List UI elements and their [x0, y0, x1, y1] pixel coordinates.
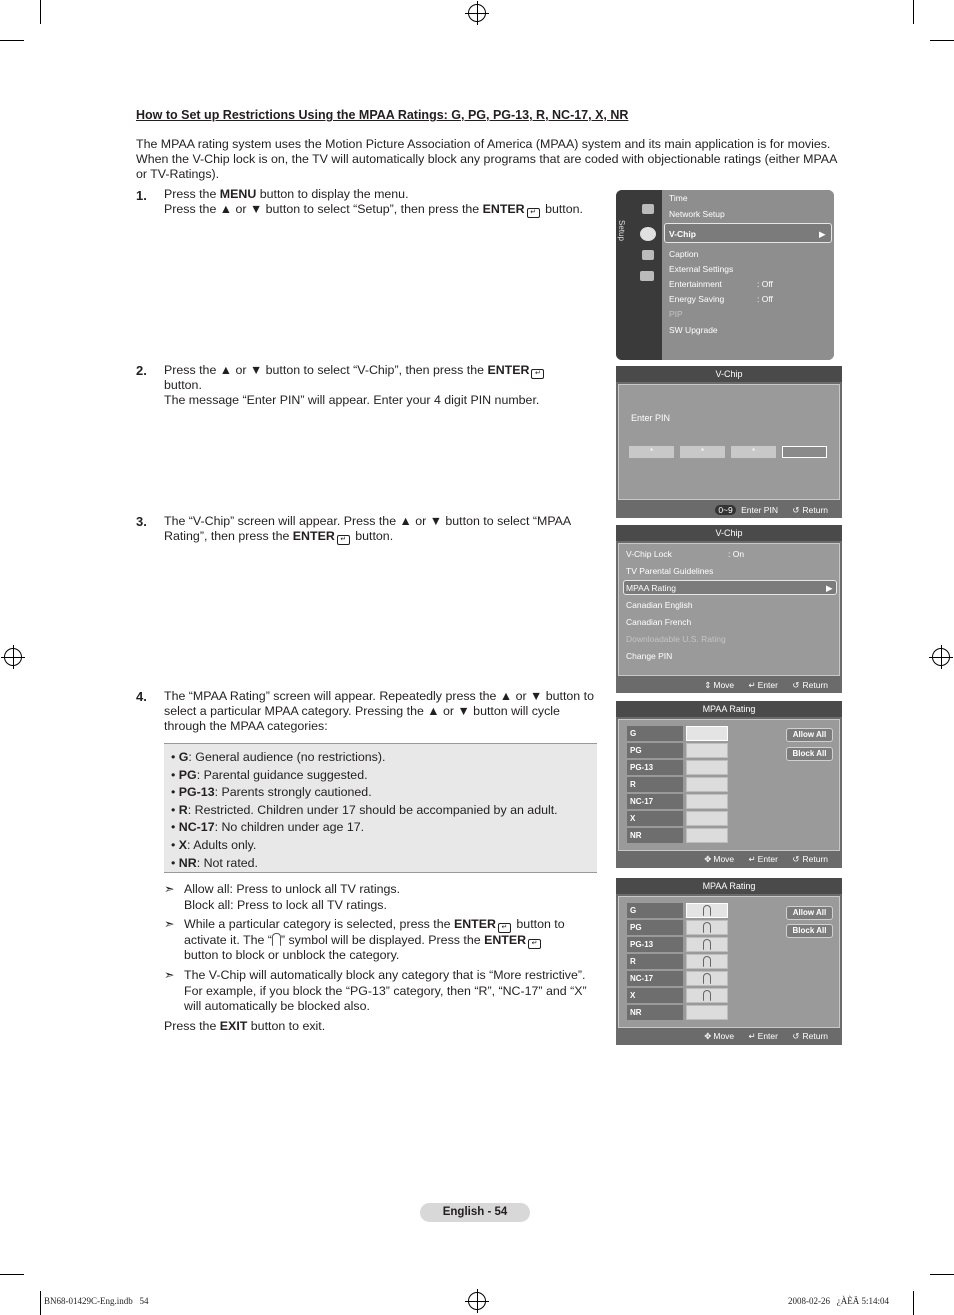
mpaa-rating-screen — [616, 701, 842, 868]
canadian-english-item[interactable]: Canadian English — [626, 600, 693, 610]
rating-pg-label: PG — [627, 743, 683, 758]
canadian-french-item[interactable]: Canadian French — [626, 617, 692, 627]
energy-saving-value: : Off — [757, 294, 773, 304]
tv-parental-guidelines-item[interactable]: TV Parental Guidelines — [626, 566, 714, 576]
enter-icon: ↵ — [528, 939, 541, 949]
note-more-restrictive: ➣ The V-Chip will automatically block any category that is “More restrictive”. For example, if you block the “PG-13” category, then “R”, “NC-17” and “X” will automatically be blocked also. — [164, 968, 587, 1013]
rating-g-lock-box[interactable] — [686, 903, 728, 918]
block-all-button[interactable]: Block All — [786, 747, 833, 761]
rating-g-label: G — [627, 726, 683, 741]
rating-x-lock-box[interactable] — [686, 988, 728, 1003]
category-item: • R: Restricted. Children under 17 should be accompanied by an adult. — [171, 802, 558, 817]
mpaa-categories-list — [164, 743, 597, 873]
mpaa-rating-item[interactable]: MPAA Rating — [626, 583, 676, 593]
lock-icon — [703, 956, 711, 967]
rating-pg-label: PG — [627, 920, 683, 935]
lock-icon — [703, 922, 711, 933]
rating-nc17-lock-box[interactable] — [686, 971, 728, 986]
rating-r-label: R — [627, 777, 683, 792]
enter-icon: ↵ — [337, 535, 350, 545]
setup-menu-screen — [616, 190, 834, 360]
enter-icon: ↵ — [748, 680, 756, 690]
pin-panel — [618, 384, 840, 500]
menu-item-entertainment[interactable]: Entertainment — [669, 279, 722, 289]
rating-pg13-label: PG-13 — [627, 937, 683, 952]
setup-sidebar — [616, 190, 662, 360]
rating-r-lock-box[interactable] — [686, 954, 728, 969]
rating-g-label: G — [627, 903, 683, 918]
step-1-text: Press the MENU button to display the menu. Press the ▲ or ▼ button to select “Setup”, then press the ENTER ↵ button. — [164, 187, 583, 216]
pin-digit-3[interactable]: * — [731, 446, 776, 458]
note-arrow-icon: ➣ — [164, 917, 175, 931]
rating-x-lock-box[interactable] — [686, 811, 728, 826]
setup-side-label: Setup — [617, 220, 626, 241]
change-pin-item[interactable]: Change PIN — [626, 651, 673, 661]
lock-icon — [703, 905, 711, 916]
move-icon: ✥ — [704, 854, 712, 864]
lock-icon — [703, 939, 711, 950]
step-1-number: 1. — [136, 188, 147, 203]
note-arrow-icon: ➣ — [164, 882, 175, 896]
vchip-panel — [618, 543, 840, 676]
enter-icon: ↵ — [748, 1031, 756, 1041]
return-icon: ↺ — [792, 854, 800, 864]
screen-title: MPAA Rating — [616, 878, 842, 894]
menu-item-energy-saving[interactable]: Energy Saving — [669, 294, 725, 304]
enter-pin-label: Enter PIN — [631, 413, 671, 423]
move-icon: ⇕ — [704, 680, 712, 690]
enter-icon: ↵ — [498, 923, 511, 933]
rating-nc17-lock-box[interactable] — [686, 794, 728, 809]
step-3-number: 3. — [136, 514, 147, 529]
category-item: • G: General audience (no restrictions). — [171, 750, 386, 764]
setup-gear-icon — [640, 227, 656, 241]
rating-r-lock-box[interactable] — [686, 777, 728, 792]
category-item: • NR: Not rated. — [171, 855, 258, 870]
vchip-menu-screen — [616, 525, 842, 693]
footer-file-info: BN68-01429C-Eng.indb 54 — [44, 1296, 149, 1306]
note-arrow-icon: ➣ — [164, 968, 175, 982]
page-number-badge: English - 54 — [420, 1203, 530, 1222]
vchip-lock-item[interactable]: V-Chip Lock — [626, 549, 672, 559]
vchip-arrow-icon: ▶ — [819, 229, 826, 239]
step-3-text: The “V-Chip” screen will appear. Press the ▲ or ▼ button to select “MPAA Rating”, then press the ENTER ↵ button. — [164, 514, 571, 543]
footer-timestamp: 2008-02-26 ¿ÀÈÄ 5:14:04 — [788, 1296, 889, 1306]
rating-g-lock-box[interactable] — [686, 726, 728, 741]
mpaa-panel — [618, 719, 840, 851]
menu-item-vchip[interactable]: V-Chip — [669, 229, 696, 239]
exit-instruction: Press the EXIT button to exit. — [164, 1019, 326, 1033]
menu-item-external-settings[interactable]: External Settings — [669, 264, 734, 274]
rating-pg13-lock-box[interactable] — [686, 760, 728, 775]
screen-title: V-Chip — [616, 525, 842, 541]
screen-title: V-Chip — [616, 366, 842, 382]
enter-icon: ↵ — [531, 369, 544, 379]
mpaa-footer: ✥ Move ↵ Enter ↺ Return — [704, 854, 828, 864]
pin-digit-2[interactable]: * — [680, 446, 725, 458]
step-2-text: Press the ▲ or ▼ button to select “V-Chip”, then press the ENTER ↵ button. The message “Enter PIN” will appear. Enter your 4 digit PIN number. — [164, 363, 574, 408]
step-4-number: 4. — [136, 689, 147, 704]
move-icon: ✥ — [704, 1031, 712, 1041]
return-icon: ↺ — [792, 1031, 800, 1041]
rating-x-label: X — [627, 811, 683, 826]
menu-item-caption[interactable]: Caption — [669, 249, 699, 259]
mpaa-arrow-icon: ▶ — [826, 583, 833, 593]
pin-digit-1[interactable]: * — [629, 446, 674, 458]
note-allow-block: ➣ Allow all: Press to unlock all TV ratings. Block all: Press to lock all TV ratings. — [164, 882, 401, 912]
lock-icon — [272, 933, 281, 946]
step-2-number: 2. — [136, 363, 147, 378]
rating-nr-label: NR — [627, 1005, 683, 1020]
registration-mark-left — [4, 648, 22, 666]
category-item: • PG: Parental guidance suggested. — [171, 767, 368, 782]
picture-icon — [642, 204, 654, 214]
intro-paragraph: The MPAA rating system uses the Motion Picture Association of America (MPAA) system and its main application is for movies. When the V-Chip lock is on, the TV will automatically block any programs that are coded with objectionable ratings (either MPAA or TV-Ratings). — [136, 137, 837, 181]
return-icon: ↺ — [792, 680, 800, 690]
registration-mark-right — [932, 648, 950, 666]
lock-icon — [703, 973, 711, 984]
allow-all-button[interactable]: Allow All — [786, 906, 833, 920]
rating-nc17-label: NC-17 — [627, 794, 683, 809]
application-icon — [640, 271, 654, 281]
pin-digit-4[interactable] — [782, 446, 827, 458]
menu-item-sw-upgrade[interactable]: SW Upgrade — [669, 325, 718, 335]
return-icon: ↺ — [792, 505, 800, 515]
enter-pin-screen — [616, 366, 842, 518]
step-4-text: The “MPAA Rating” screen will appear. Repeatedly press the ▲ or ▼ button to select a particular MPAA category. Pressing the ▲ or ▼ button will cycle through the MPAA categories: — [164, 689, 594, 733]
category-item: • NC-17: No children under age 17. — [171, 820, 365, 835]
menu-item-network-setup[interactable]: Network Setup — [669, 209, 725, 219]
rating-nr-label: NR — [627, 828, 683, 843]
category-item: • X: Adults only. — [171, 837, 257, 852]
enter-icon: ↵ — [748, 854, 756, 864]
note-lock-symbol: ➣ While a particular category is selected, press the ENTER ↵ button to activate it. The “ ” symbol will be displayed. Press the ENTER ↵ button to block or unblock the category. — [164, 917, 565, 962]
rating-pg-lock-box[interactable] — [686, 920, 728, 935]
rating-pg13-lock-box[interactable] — [686, 937, 728, 952]
mpaa-rating-locked-screen — [616, 878, 842, 1045]
downloadable-rating-item: Downloadable U.S. Rating — [626, 634, 726, 644]
enter-icon: ↵ — [527, 208, 540, 218]
lock-icon — [703, 990, 711, 1001]
rating-x-label: X — [627, 988, 683, 1003]
section-heading: How to Set up Restrictions Using the MPAA Ratings: G, PG, PG-13, R, NC-17, X, NR — [136, 108, 629, 122]
entertainment-value: : Off — [757, 279, 773, 289]
rating-pg13-label: PG-13 — [627, 760, 683, 775]
rating-nr-lock-box[interactable] — [686, 828, 728, 843]
number-key-icon: 0~9 — [715, 505, 735, 515]
rating-r-label: R — [627, 954, 683, 969]
registration-mark-bottom — [468, 1292, 486, 1310]
pin-footer: 0~9 Enter PIN ↺ Return — [715, 505, 828, 516]
mpaa-locked-footer: ✥ Move ↵ Enter ↺ Return — [704, 1031, 828, 1041]
category-item: • PG-13: Parents strongly cautioned. — [171, 785, 372, 800]
menu-item-pip: PIP — [669, 309, 683, 319]
allow-all-button[interactable]: Allow All — [786, 728, 833, 742]
input-icon — [642, 250, 654, 260]
registration-mark-top — [468, 4, 486, 22]
vchip-footer: ⇕ Move ↵ Enter ↺ Return — [704, 680, 828, 690]
rating-nc17-label: NC-17 — [627, 971, 683, 986]
block-all-button[interactable]: Block All — [786, 924, 833, 938]
rating-nr-lock-box[interactable] — [686, 1005, 728, 1020]
menu-item-time[interactable]: Time — [669, 193, 688, 203]
vchip-lock-value: : On — [728, 549, 745, 559]
screen-title: MPAA Rating — [616, 701, 842, 717]
mpaa-locked-panel — [618, 896, 840, 1028]
rating-pg-lock-box[interactable] — [686, 743, 728, 758]
